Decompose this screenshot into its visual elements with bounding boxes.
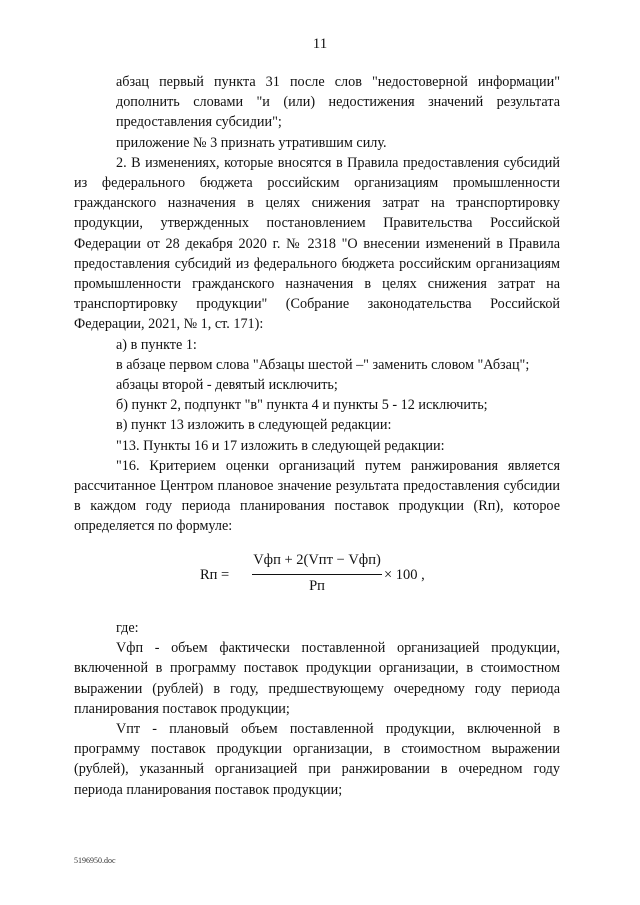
footer-filename: 5196950.doc [74,856,116,865]
paragraph-sub-a: а) в пункте 1: [116,336,197,353]
formula-lhs: Rп = [200,567,230,583]
paragraph-item-2: 2. В изменениях, которые вносятся в Правила предоставления субсидий из федерального бюджета российским организациям промышленности гражданского назначения в целях снижения затрат на транспортировку продукции, утвержденных постановлением Правительства Российской Федерации от 28 декабря 2020 г. № 2318 "О внесении изменений в Правила предоставления субсидий из федерального бюджета российским организациям промышленности гражданского назначения в целях снижения затрат на транспортировку продукции" (Собрание законодательства Российской Федерации, 2021, № 1, ст. 171): [74,154,560,333]
formula-fraction-bar [252,574,382,575]
definitions [74,618,560,800]
paragraph-sub-b: б) пункт 2, подпункт "в" пункта 4 и пункты 5 - 12 исключить; [116,397,488,414]
paragraph-abzacs-exclude: абзацы второй - девятый исключить; [116,377,338,394]
paragraph-def-vfp: Vфп - объем фактически поставленной организацией продукции, включенной в программу поставок продукции организации, в стоимостном выражении (рублей) в году, предшествующему очередному году периода планирования поставок продукции; [74,640,560,717]
page-number: 11 [312,36,328,52]
paragraph-first-abzac: в абзаце первом слова "Абзацы шестой –" заменить словом "Абзац"; [116,356,530,373]
formula-denominator: Pп [309,578,325,594]
formula-rhs: × 100 , [384,567,425,583]
paragraph-appendix-3: приложение № 3 признать утратившим силу. [116,134,387,151]
document-body [74,72,560,537]
paragraph-def-vpt: Vпт - плановый объем поставленной продукции, включенной в программу поставок продукции организации, в стоимостном выражении (рублей), указанный организацией при ранжировании в очередном году периода планирования поставок продукции; [74,721,560,798]
paragraph-abzac-31: абзац первый пункта 31 после слов "недостоверной информации" дополнить словами "и (или) недостижения значений результата предоставления субсидии"; [116,74,560,131]
formula-numerator: Vфп + 2(Vпт − Vфп) [253,552,381,568]
paragraph-item-16: "16. Критерием оценки организаций путем ранжирования является рассчитанное Центром плановое значение результата предоставления субсидии в каждом году периода планирования поставок продукции (Rп), которое определяется по формуле: [74,457,560,535]
paragraph-sub-v: в) пункт 13 изложить в следующей редакции: [116,417,392,434]
formula [200,552,460,604]
paragraph-where: где: [116,620,139,636]
paragraph-item-13: "13. Пункты 16 и 17 изложить в следующей редакции: [116,437,445,454]
